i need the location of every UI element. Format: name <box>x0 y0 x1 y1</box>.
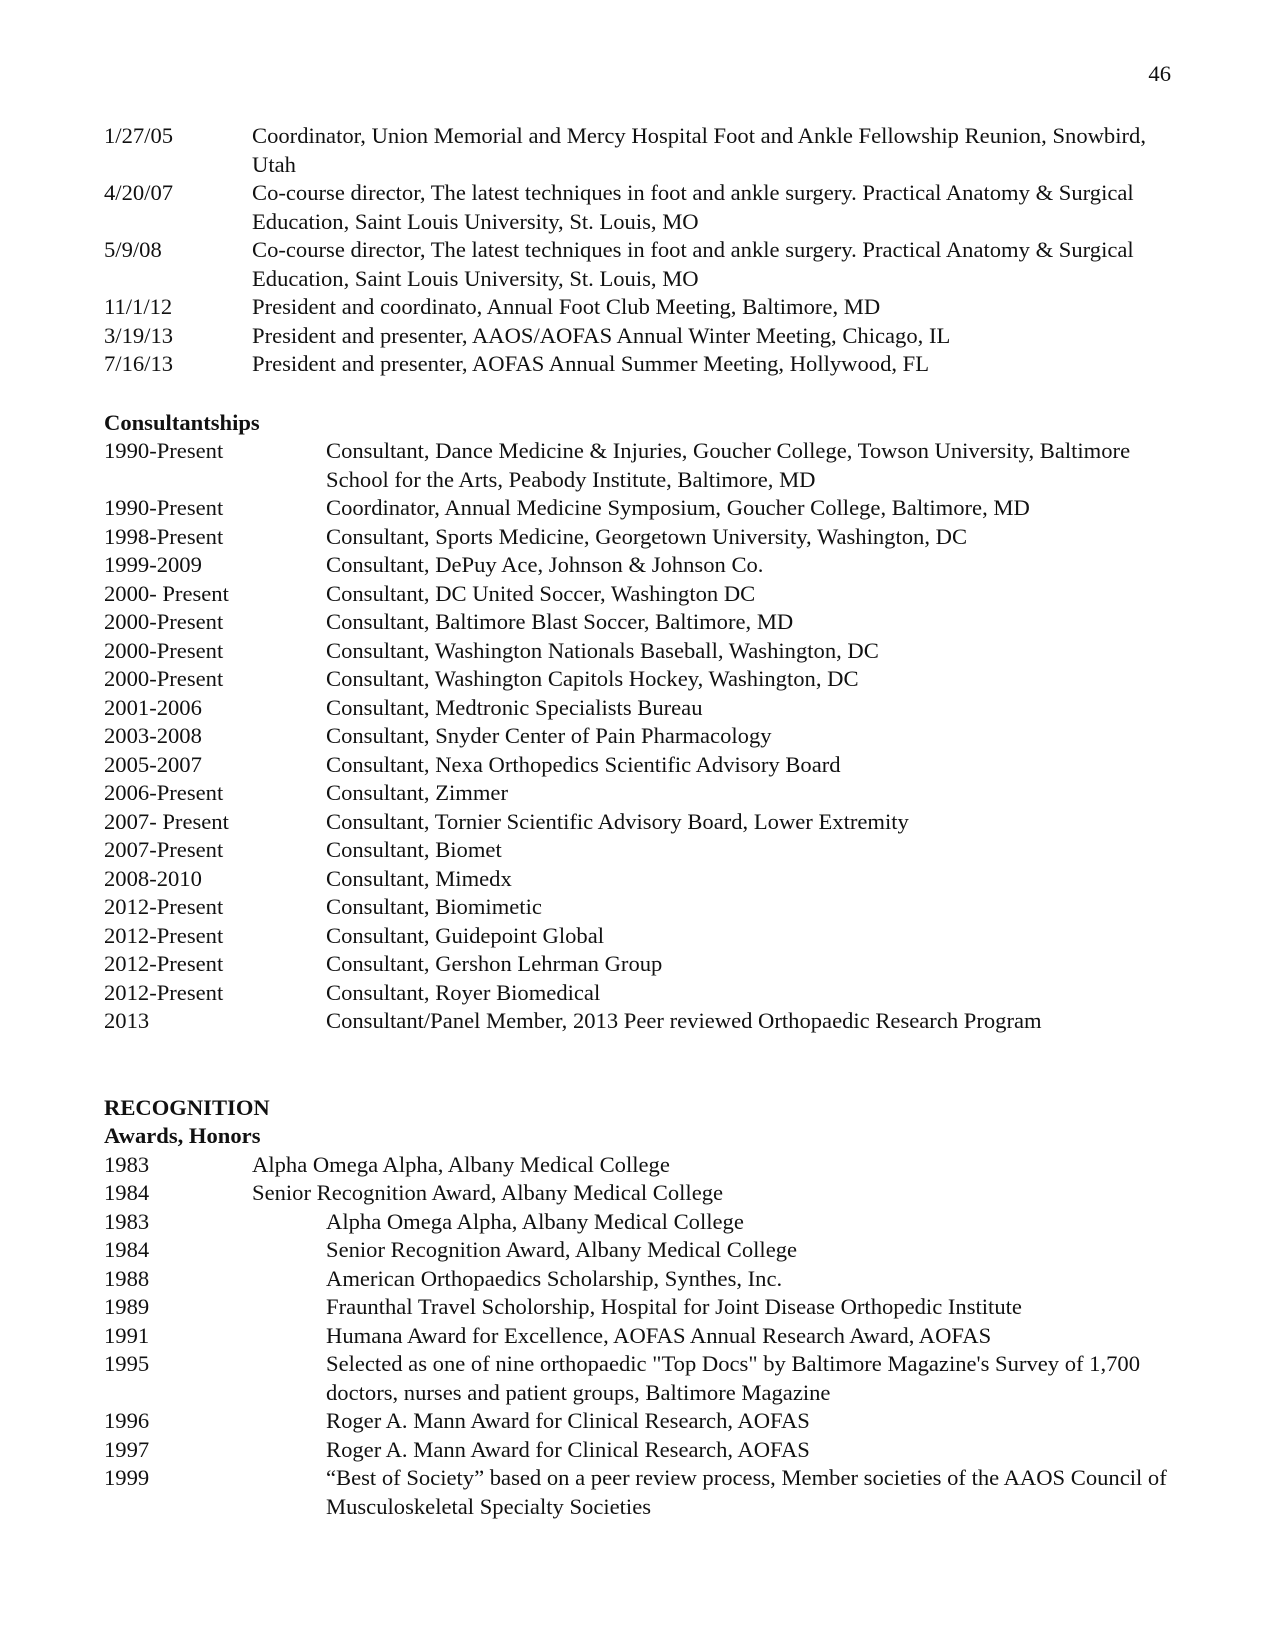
item-date: 4/20/07 <box>104 180 174 205</box>
item-text: Consultant, Guidepoint Global <box>326 922 605 948</box>
item-text: Consultant, Sports Medicine, Georgetown University, Washington, DC <box>326 523 968 549</box>
list-item <box>104 322 1184 351</box>
item-text: Consultant, Biomimetic <box>326 894 542 919</box>
item-text: Consultant, Biomet <box>326 837 502 862</box>
item-date: 1995 <box>104 1351 150 1376</box>
item-text: Consultant, Zimmer <box>326 780 508 805</box>
item-date: 2000-Present <box>104 609 224 634</box>
recognition-heading: RECOGNITION <box>104 1094 270 1120</box>
list-item <box>104 751 1184 780</box>
item-text: Co-course director, The latest techniques in foot and ankle surgery. Practical Anatomy & Surgical Education, Saint Louis University, St. Louis, MO <box>252 180 1134 234</box>
list-item <box>104 950 1184 979</box>
list-item <box>104 1293 1184 1322</box>
list-item <box>104 1407 1184 1436</box>
list-item <box>104 1208 1184 1237</box>
item-text: Consultant, Nexa Orthopedics Scientific Advisory Board <box>326 751 841 777</box>
item-text: Consultant, Dance Medicine & Injuries, Goucher College, Towson University, Baltimore School for the Arts, Peabody Institute, Baltimore, MD <box>326 438 1131 492</box>
item-date: 11/1/12 <box>104 294 173 319</box>
item-text: Consultant, Royer Biomedical <box>326 979 601 1005</box>
item-date: 1983 <box>104 1151 150 1177</box>
item-text: Consultant, Gershon Lehrman Group <box>326 951 663 976</box>
item-date: 2012-Present <box>104 979 224 1005</box>
item-date: 1990-Present <box>104 495 224 520</box>
list-item <box>104 122 1184 179</box>
item-date: 1983 <box>104 1208 150 1234</box>
item-date: 1996 <box>104 1408 150 1433</box>
item-text: Humana Award for Excellence, AOFAS Annual Research Award, AOFAS <box>326 1322 992 1348</box>
list-item <box>104 551 1184 580</box>
item-text: Consultant, Washington Nationals Baseball, Washington, DC <box>326 637 879 663</box>
list-item <box>104 1436 1184 1465</box>
list-item <box>104 1322 1184 1351</box>
awards-subheading: Awards, Honors <box>104 1123 261 1148</box>
list-item <box>104 665 1184 694</box>
item-date: 1984 <box>104 1180 150 1205</box>
list-item <box>104 808 1184 837</box>
item-text: President and presenter, AOFAS Annual Summer Meeting, Hollywood, FL <box>252 351 930 376</box>
list-item <box>104 1464 1184 1521</box>
list-item <box>104 979 1184 1008</box>
item-text: Alpha Omega Alpha, Albany Medical College <box>326 1208 744 1234</box>
item-date: 2012-Present <box>104 951 224 976</box>
item-date: 2000-Present <box>104 637 224 663</box>
item-text: Consultant, Baltimore Blast Soccer, Baltimore, MD <box>326 609 794 634</box>
item-text: Consultant/Panel Member, 2013 Peer reviewed Orthopaedic Research Program <box>326 1008 1042 1033</box>
item-date: 1984 <box>104 1237 150 1262</box>
list-item <box>104 350 1184 379</box>
list-item <box>104 179 1184 236</box>
item-text: Alpha Omega Alpha, Albany Medical College <box>252 1151 670 1177</box>
item-date: 5/9/08 <box>104 237 162 262</box>
list-item <box>104 1151 1184 1180</box>
item-date: 1989 <box>104 1294 150 1319</box>
item-text: Coordinator, Annual Medicine Symposium, Goucher College, Baltimore, MD <box>326 495 1030 520</box>
item-date: 2012-Present <box>104 922 224 948</box>
item-text: Consultant, Snyder Center of Pain Pharmacology <box>326 723 772 748</box>
events-list <box>104 122 1184 379</box>
list-item <box>104 236 1184 293</box>
page-number: 46 <box>1148 61 1171 86</box>
consultantships-list <box>104 437 1184 1036</box>
list-item <box>104 836 1184 865</box>
list-item <box>104 580 1184 609</box>
document-body <box>104 122 1184 1521</box>
item-date: 1991 <box>104 1322 150 1348</box>
list-item <box>104 779 1184 808</box>
item-text: Consultant, Washington Capitols Hockey, Washington, DC <box>326 666 859 691</box>
list-item <box>104 893 1184 922</box>
list-item <box>104 1007 1184 1036</box>
item-text: Roger A. Mann Award for Clinical Research, AOFAS <box>326 1408 810 1433</box>
item-text: Co-course director, The latest techniques in foot and ankle surgery. Practical Anatomy & Surgical Education, Saint Louis University, St. Louis, MO <box>252 237 1134 291</box>
item-text: Senior Recognition Award, Albany Medical College <box>326 1237 798 1262</box>
item-date: 1990-Present <box>104 438 224 463</box>
item-date: 2007-Present <box>104 837 224 862</box>
list-item <box>104 637 1184 666</box>
list-item <box>104 722 1184 751</box>
item-date: 2005-2007 <box>104 751 202 777</box>
item-text: Consultant, Mimedx <box>326 865 512 891</box>
list-item <box>104 1350 1184 1407</box>
item-text: Senior Recognition Award, Albany Medical College <box>252 1180 724 1205</box>
list-item <box>104 1179 1184 1208</box>
item-text: Consultant, DC United Soccer, Washington DC <box>326 580 756 606</box>
item-date: 7/16/13 <box>104 351 174 376</box>
item-text: Consultant, Tornier Scientific Advisory Board, Lower Extremity <box>326 808 909 834</box>
list-item <box>104 865 1184 894</box>
item-text: American Orthopaedics Scholarship, Synthes, Inc. <box>326 1265 783 1291</box>
list-item <box>104 922 1184 951</box>
item-date: 2007- Present <box>104 808 229 834</box>
list-item <box>104 608 1184 637</box>
item-date: 1999-2009 <box>104 552 202 577</box>
item-date: 2006-Present <box>104 780 224 805</box>
item-text: Consultant, Medtronic Specialists Bureau <box>326 694 703 720</box>
list-item <box>104 1265 1184 1294</box>
item-date: 1/27/05 <box>104 123 174 148</box>
item-date: 2013 <box>104 1008 150 1033</box>
item-text: Fraunthal Travel Scholorship, Hospital for Joint Disease Orthopedic Institute <box>326 1294 1022 1319</box>
list-item <box>104 694 1184 723</box>
item-date: 2012-Present <box>104 894 224 919</box>
list-item <box>104 494 1184 523</box>
item-text: President and presenter, AAOS/AOFAS Annual Winter Meeting, Chicago, IL <box>252 322 951 348</box>
item-text: Selected as one of nine orthopaedic "Top Docs" by Baltimore Magazine's Survey of 1,700 doctors, nurses and patient groups, Baltimore Magazine <box>326 1351 1141 1405</box>
item-text: Coordinator, Union Memorial and Mercy Hospital Foot and Ankle Fellowship Reunion, Snowbird, Utah <box>252 123 1146 177</box>
list-item <box>104 437 1184 494</box>
item-date: 2001-2006 <box>104 694 202 720</box>
item-date: 1999 <box>104 1465 150 1490</box>
awards-list <box>104 1151 1184 1522</box>
list-item <box>104 523 1184 552</box>
item-date: 1997 <box>104 1436 150 1462</box>
item-date: 1998-Present <box>104 523 224 549</box>
list-item <box>104 293 1184 322</box>
item-text: Roger A. Mann Award for Clinical Research, AOFAS <box>326 1436 810 1462</box>
item-date: 2000- Present <box>104 580 229 606</box>
item-date: 2008-2010 <box>104 865 202 891</box>
item-text: President and coordinato, Annual Foot Club Meeting, Baltimore, MD <box>252 294 881 319</box>
item-date: 2003-2008 <box>104 723 202 748</box>
item-date: 3/19/13 <box>104 322 174 348</box>
consultantships-heading: Consultantships <box>104 409 260 435</box>
item-text: Consultant, DePuy Ace, Johnson & Johnson Co. <box>326 552 764 577</box>
item-date: 1988 <box>104 1265 150 1291</box>
list-item <box>104 1236 1184 1265</box>
item-date: 2000-Present <box>104 666 224 691</box>
item-text: “Best of Society” based on a peer review process, Member societies of the AAOS Council of Musculoskeletal Specialty Societies <box>326 1465 1167 1519</box>
